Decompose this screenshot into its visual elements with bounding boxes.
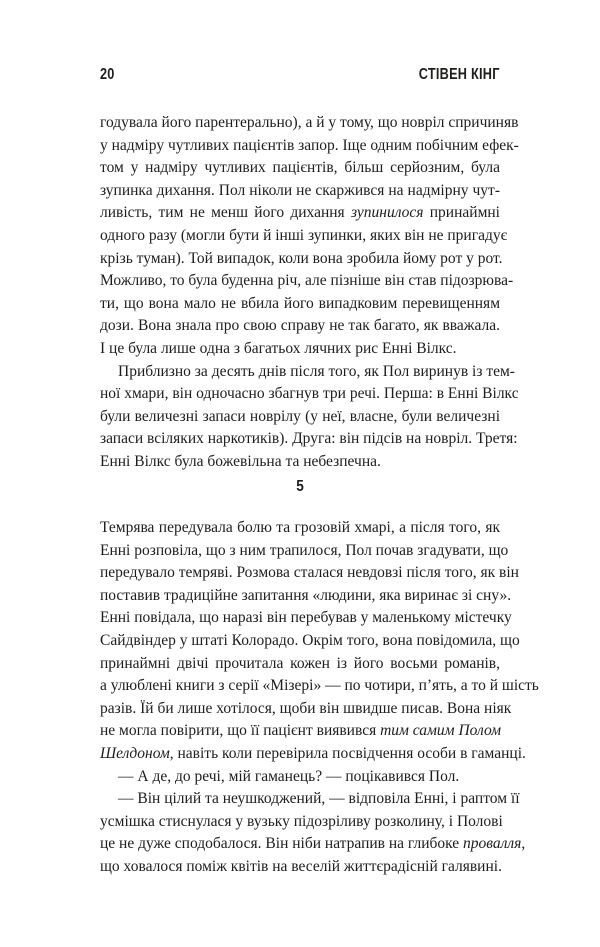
text-line — [100, 675, 539, 698]
text-run: , — [521, 835, 526, 853]
text-line — [100, 788, 520, 811]
text-run: Енні розповіла, що з ним трапилося, Пол почав згадувати, що — [100, 541, 509, 559]
text-line — [100, 540, 509, 563]
text-run: що ховалося поміж квітів на веселій життєрадісній галявині. — [100, 857, 502, 875]
text-line — [100, 562, 519, 585]
text-line — [100, 428, 518, 451]
text-run: одного разу (могли бути й інші зупинки, яких він не пригадує — [100, 226, 508, 244]
text-run: годувала його парентерально), а й у тому, що новріл спричиняв — [100, 114, 519, 131]
paragraph-5 — [100, 788, 526, 878]
italic-text-run: зупинилося — [350, 204, 424, 222]
page-number: 20 — [100, 66, 115, 83]
text-line — [100, 743, 526, 766]
text-line — [100, 112, 519, 135]
text-run: , навіть коли перевірила посвідчення особи в гаманці. — [169, 744, 526, 762]
italic-text-run: тим самим Полом — [380, 722, 501, 740]
text-run: — Він цілий та неушкоджений, — відповіла Енні, і раптом її — [118, 790, 520, 808]
page-header — [100, 66, 500, 88]
text-line — [100, 630, 520, 653]
text-line — [100, 720, 500, 743]
text-run: були величезні запаси новрілу (у неї, власне, були величезні — [100, 407, 500, 425]
text-run: не могла повірити, що її пацієнт виявився — [100, 722, 381, 740]
text-line — [100, 315, 500, 338]
text-run: Темрява передувала болю та грозовій хмарі, а після того, як — [100, 519, 500, 536]
section-number: 5 — [296, 478, 304, 495]
text-run: а улюблені книги з серії «Мізері» — по чотири, п’ять, а то й шість — [100, 677, 539, 695]
paragraph-4 — [100, 766, 500, 789]
text-run: Енні Вілкс була божевільна та небезпечна. — [100, 452, 381, 470]
text-line — [100, 202, 500, 225]
text-run: Енні повідала, що наразі він перебував у маленькому містечку — [100, 609, 512, 627]
text-line — [100, 270, 514, 293]
paragraph-1 — [100, 112, 519, 361]
text-line — [100, 517, 500, 540]
text-run: принаймні двічі прочитала кожен із його восьми романів, — [100, 654, 500, 672]
text-run: передувало темряві. Розмова сталася невдовзі після того, як він — [100, 564, 519, 582]
text-line — [100, 338, 500, 361]
text-line — [100, 856, 500, 879]
text-run: ної хмари, він одночасно збагнув три речі. Перша: в Енні Вілкс — [100, 385, 519, 403]
text-run: — А де, до речі, мій гаманець? — поцікавився Пол. — [118, 767, 460, 785]
text-run: усмішка стиснулася у вузьку підозріливу розколину, і Полові — [100, 812, 503, 830]
text-line — [100, 157, 500, 180]
text-line — [100, 180, 500, 203]
text-run: у надміру чутливих пацієнтів запор. Іще одним побічним ефек- — [100, 136, 519, 154]
text-line — [100, 451, 500, 474]
text-run: поставив традиційне запитання «людини, яка виринає зі сну». — [100, 586, 512, 604]
text-run: ливість, тим не менш його дихання — [100, 204, 351, 222]
text-line — [100, 766, 500, 789]
text-run: Приблизно за десять днів після того, як Пол виринув із тем- — [118, 362, 515, 380]
text-line — [100, 135, 519, 158]
text-run: це не дуже сподобалося. Він ніби натрапив на глибоке — [100, 835, 464, 853]
text-run: запаси всіляких наркотиків). Друга: він підсів на новріл. Третя: — [100, 430, 518, 448]
text-line — [100, 383, 519, 406]
text-run: Сайдвіндер у штаті Колорадо. Окрім того, вона повідомила, що — [100, 631, 520, 649]
text-run: дози. Вона знала про свою справу не так багато, як вважала. — [100, 317, 500, 335]
text-run: принаймні — [423, 204, 500, 222]
text-run: разів. Їй би лише хотілося, щоби він швидше писав. Вона ніяк — [100, 699, 512, 717]
text-run: том у надміру чутливих пацієнтів, більш серйозним, була — [100, 159, 500, 177]
text-line — [100, 293, 500, 316]
text-line — [100, 225, 508, 248]
running-head: СТІВЕН КІНГ — [419, 66, 500, 83]
text-line — [100, 607, 512, 630]
text-line — [100, 406, 500, 429]
paragraph-2 — [100, 361, 519, 474]
text-run: Можливо, то була буденна річ, але пізніше він став підозрюва- — [100, 272, 514, 290]
text-line — [100, 653, 500, 676]
text-run: ти, що вона мало не вбила його випадковим перевищенням — [100, 294, 500, 312]
paragraph-3 — [100, 517, 539, 766]
text-line — [100, 698, 512, 721]
text-run: крізь туман). Той випадок, коли вона зробила йому рот у рот. — [100, 249, 503, 267]
text-run: І це була лише одна з багатьох лячних рис Енні Вілкс. — [100, 339, 457, 357]
text-line — [100, 361, 515, 384]
text-line — [100, 248, 503, 271]
text-line — [100, 833, 526, 856]
text-line — [100, 811, 503, 834]
text-line — [100, 585, 512, 608]
italic-text-run: провалля — [463, 835, 522, 853]
italic-text-run: Шелдоном — [100, 744, 170, 762]
text-run: зупинка дихання. Пол ніколи не скаржився на надмірну чут- — [100, 181, 500, 199]
